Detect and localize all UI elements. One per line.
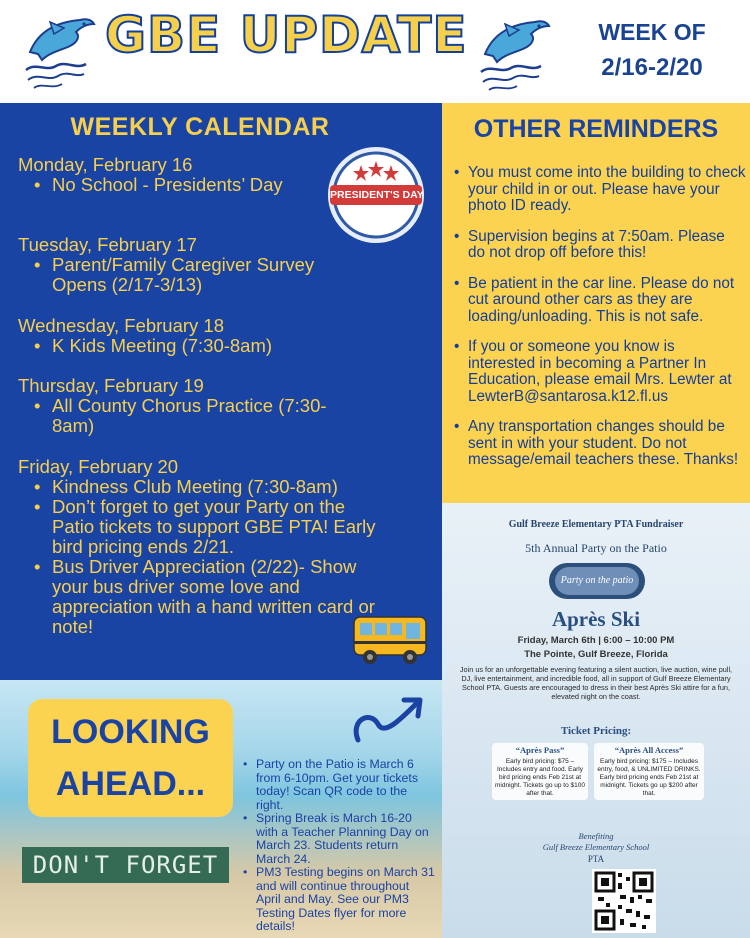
week-of-label: WEEK OF [598, 19, 706, 45]
day-item: • No School - Presidents’ Day [32, 175, 283, 195]
day-heading: Thursday, February 19 [18, 375, 204, 396]
reminder-item: • If you or someone you know is interested in becoming a Partner In Education, please email Mrs. Lewter at LewterB@santarosa.k12.fl.us [450, 339, 746, 405]
flyer-school: Gulf Breeze Elementary School [542, 842, 650, 852]
presidents-day-badge-label: PRESIDENT'S DAY [330, 189, 424, 201]
school-bus-icon [350, 609, 430, 669]
qr-code[interactable] [592, 869, 656, 933]
flyer-date: Friday, March 6th | 6:00 – 10:00 PM [517, 635, 675, 646]
day-item: • Bus Driver Appreciation (2/22)- Show your bus driver some love and appreciation with a hand written card or note! [32, 557, 388, 637]
looking-ahead-title [28, 706, 233, 810]
looking-ahead-list [240, 758, 435, 934]
flyer-location: The Pointe, Gulf Breeze, Florida [524, 649, 668, 660]
flyer-org: Gulf Breeze Elementary PTA Fundraiser [508, 519, 684, 530]
flyer-benefiting: Benefiting [578, 831, 614, 841]
ticket-card [594, 743, 704, 800]
calendar-day [18, 376, 353, 436]
day-item: • Kindness Club Meeting (7:30-8am) [32, 477, 388, 497]
reminder-item: • Be patient in the car line. Please do not cut around other cars as they are loading/unloading. This is not safe. [450, 276, 746, 326]
week-of [572, 14, 732, 86]
flyer-ticket-heading: Ticket Pricing: [560, 725, 632, 737]
reminder-item: • Supervision begins at 7:50am. Please do not drop off before this! [450, 229, 746, 262]
day-item: • All County Chorus Practice (7:30-8am) [32, 396, 353, 436]
calendar-day [18, 155, 283, 195]
day-heading: Monday, February 16 [18, 154, 193, 175]
day-heading: Wednesday, February 18 [18, 315, 225, 336]
looking-ahead-item: • Spring Break is March 16-20 with a Teacher Planning Day on March 23. Students return March 24. [240, 812, 435, 866]
dolphin-icon-left [20, 10, 100, 94]
weekly-calendar [0, 103, 442, 680]
calendar-day [18, 235, 348, 295]
day-item: • K Kids Meeting (7:30-8am) [32, 336, 272, 356]
reminder-item: • Any transportation changes should be sent in with your student. Do not message/email teachers these. Thanks! [450, 419, 746, 469]
reminders-heading: OTHER REMINDERS [473, 115, 719, 143]
looking-ahead-title-line1: LOOKING [51, 713, 210, 751]
flyer-pta: PTA [587, 854, 605, 864]
ticket-name: “Après Pass” [515, 745, 565, 755]
dolphin-icon-right [475, 12, 555, 96]
day-heading: Friday, February 20 [18, 456, 179, 477]
ticket-card [492, 743, 588, 800]
day-item: • Don’t forget to get your Party on the Patio tickets to support GBE PTA! Early bird pricing ends 2/21. [32, 497, 388, 557]
reminder-item: • You must come into the building to check your child in or out. Please have your photo ID ready. [450, 165, 746, 215]
flyer-goggle-text: Party on the patio [560, 575, 634, 586]
flyer-description: Join us for an unforgettable evening featuring a silent auction, live auction, wine pull, DJ, live entertainment, and incredible food, all in support of Gulf Breeze Elementary School PTA. Guests are encouraged to dress in their best Après Ski attire for a fun, elevated night on the coast. [459, 665, 733, 701]
calendar-heading: WEEKLY CALENDAR [70, 113, 330, 141]
dont-forget-label: DON'T FORGET [22, 847, 229, 883]
looking-ahead-item: • PM3 Testing begins on March 31 and will continue throughout April and May. See our PM3 Testing Dates flyer for more details! [240, 866, 435, 934]
calendar-day [18, 316, 272, 356]
day-item: • Parent/Family Caregiver Survey Opens (2/17-3/13) [32, 255, 348, 295]
week-of-dates: 2/16-2/20 [601, 54, 703, 81]
other-reminders [442, 103, 750, 503]
looking-ahead-title-line2: AHEAD... [55, 765, 206, 803]
flyer-annual: 5th Annual Party on the Patio [525, 541, 667, 555]
calendar-day [18, 457, 388, 637]
page-title: GBE UPDATE [105, 6, 468, 64]
ticket-text: Early bird pricing: $75 – Includes entry and food. Early bird pricing ends Feb 21st at midnight. Tickets go up to $100 after that. [495, 758, 585, 797]
ticket-name: “Après All Access” [614, 745, 684, 755]
arrow-icon [350, 690, 430, 750]
ticket-text: Early bird pricing: $175 – Includes entry, food, & UNLIMITED DRINKS. Early bird pricing ends Feb 21st at midnight. Tickets go up $200 after that. [597, 758, 701, 797]
party-on-the-patio-flyer [442, 503, 750, 938]
looking-ahead-item: • Party on the Patio is March 6 from 6-10pm. Get your tickets today! Scan QR code to the right. [240, 758, 435, 812]
day-heading: Tuesday, February 17 [18, 234, 197, 255]
flyer-theme: Après Ski [551, 607, 641, 631]
